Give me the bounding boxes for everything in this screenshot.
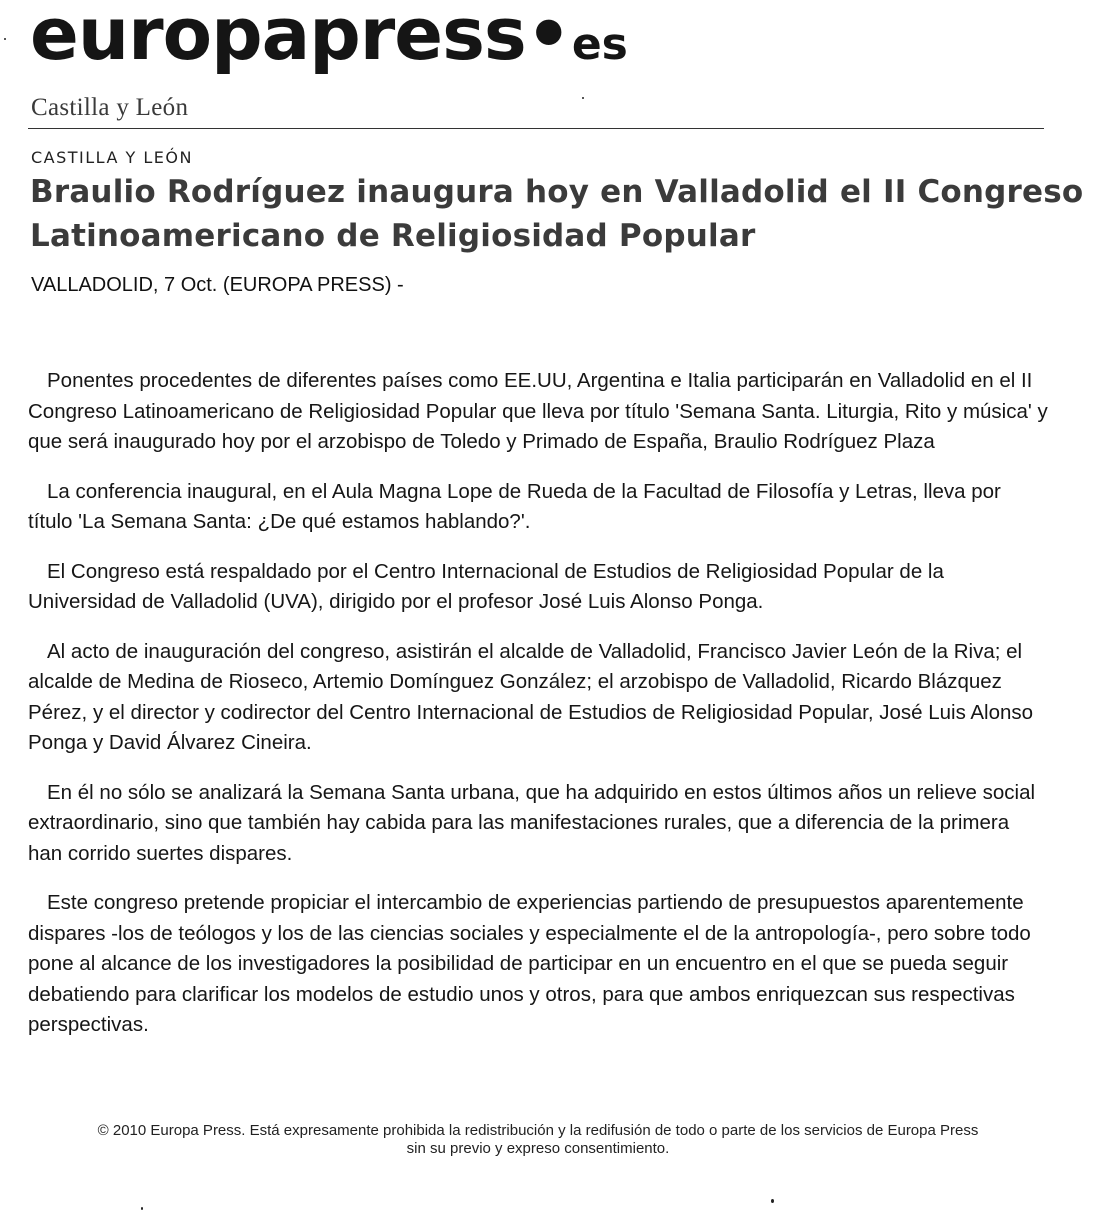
article-dateline: VALLADOLID, 7 Oct. (EUROPA PRESS) - bbox=[31, 274, 404, 296]
europapress-logo[interactable] bbox=[30, 0, 628, 76]
logo-wordmark: europapress bbox=[30, 0, 526, 76]
copyright-notice bbox=[28, 1122, 1048, 1158]
article-paragraph: Al acto de inauguración del congreso, asistirán el alcalde de Valladolid, Francisco Javier León de la Riva; el alcalde de Medina de Rioseco, Artemio Domínguez González; el arzobispo de Valladolid, Ricardo Blázquez Pérez, y el director y codirector del Centro Internacional de Estudios de Religiosidad Popular, José Luis Alonso Ponga y David Álvarez Cineira. bbox=[28, 639, 1034, 754]
article-paragraph: Ponentes procedentes de diferentes países como EE.UU, Argentina e Italia participarán en Valladolid en el II Congreso Latinoamericano de Religiosidad Popular que lleva por título 'Semana Santa. Liturgia, Rito y música' y que será inaugurado hoy por el arzobispo de Toledo y Primado de España, Braulio Rodríguez Plaza bbox=[28, 369, 1048, 453]
article-paragraph: Este congreso pretende propiciar el intercambio de experiencias partiendo de presupuestos aparentemente dispares -los de teólogos y los de las ciencias sociales y especialmente el de la antropología-, pero sobre todo pone al alcance de los investigadores la posibilidad de participar en un encuentro en el que se pueda seguir debatiendo para clarificar los modelos de estudio unos y otros, para que ambos enriquezcan sus respectivas perspectivas. bbox=[28, 891, 1031, 1036]
header-divider bbox=[28, 128, 1044, 129]
article-kicker: CASTILLA Y LEÓN bbox=[31, 148, 193, 167]
article-paragraph: El Congreso está respaldado por el Centro Internacional de Estudios de Religiosidad Popular de la Universidad de Valladolid (UVA), dirigido por el profesor José Luis Alonso Ponga. bbox=[28, 559, 944, 613]
article-body bbox=[28, 366, 1048, 1060]
article-paragraph: La conferencia inaugural, en el Aula Magna Lope de Rueda de la Facultad de Filosofía y Letras, lleva por título 'La Semana Santa: ¿De qué estamos hablando?'. bbox=[28, 479, 1001, 533]
section-name[interactable]: Castilla y León bbox=[31, 94, 189, 121]
article-headline: Braulio Rodríguez inaugura hoy en Valladolid el II Congreso Latinoamericano de Religiosidad Popular bbox=[30, 174, 1084, 254]
logo-tld: es bbox=[571, 19, 628, 70]
scan-speck bbox=[4, 38, 6, 40]
copyright-line: © 2010 Europa Press. Está expresamente prohibida la redistribución y la redifusión de todo o parte de los servicios de Europa Press bbox=[97, 1122, 979, 1139]
logo-dot: • bbox=[525, 0, 572, 76]
copyright-line: sin su previo y expreso consentimiento. bbox=[406, 1140, 670, 1157]
scan-speck bbox=[771, 1199, 774, 1203]
article-paragraph: En él no sólo se analizará la Semana Santa urbana, que ha adquirido en estos últimos años un relieve social extraordinario, sino que también hay cabida para las manifestaciones rurales, que a diferencia de la primera han corrido suertes dispares. bbox=[28, 780, 1036, 865]
scan-speck bbox=[582, 97, 584, 99]
scan-speck bbox=[141, 1207, 143, 1210]
